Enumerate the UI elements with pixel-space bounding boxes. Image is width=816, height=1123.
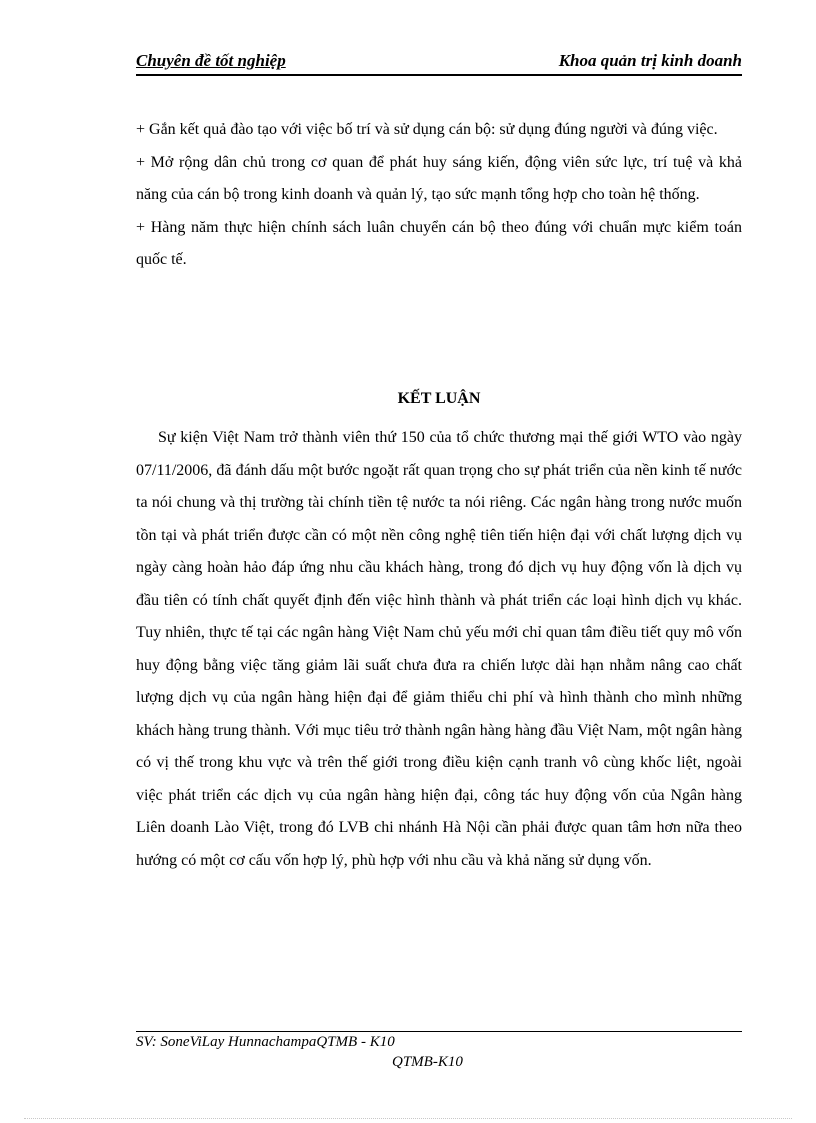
- footer-class-code: QTMB-K10: [392, 1054, 463, 1070]
- header-faculty-label: Khoa quản trị kinh doanh: [558, 51, 742, 70]
- recommendation-item: + Mở rộng dân chủ trong cơ quan để phát huy sáng kiến, động viên sức lực, trí tuệ và khả năng của cán bộ trong kinh doanh và quản lý, tạo sức mạnh tổng hợp cho toàn hệ thống.: [136, 153, 742, 203]
- page-footer: [136, 1031, 742, 1070]
- conclusion-section: [136, 422, 742, 877]
- header-thesis-label: Chuyên đề tốt nghiệp: [136, 51, 286, 70]
- footer-student-name: SV: SoneViLay HunnachampaQTMB - K10: [136, 1034, 395, 1050]
- conclusion-heading: KẾT LUẬN: [397, 390, 481, 407]
- recommendation-item: + Hàng năm thực hiện chính sách luân chuyển cán bộ theo đúng với chuẩn mực kiểm toán quốc tế.: [136, 218, 742, 268]
- conclusion-paragraph: Sự kiện Việt Nam trở thành viên thứ 150 của tổ chức thương mại thế giới WTO vào ngày 07/11/2006, đã đánh dấu một bước ngoặt rất quan trọng cho sự phát triển của nền kinh tế nước ta nói chung và thị trường tài chính tiền tệ nước ta nói riêng. Các ngân hàng trong nước muốn tồn tại và phát triển được cần có một nền công nghệ tiên tiến hiện đại với chất lượng dịch vụ ngày càng hoàn hảo đáp ứng nhu cầu khách hàng, trong đó dịch vụ huy động vốn là dịch vụ đầu tiên có tính chất quyết định đến việc hình thành và phát triển các loại hình dịch vụ khác. Tuy nhiên, thực tế tại các ngân hàng Việt Nam chủ yếu mới chỉ quan tâm điều tiết quy mô vốn huy động bằng việc tăng giảm lãi suất chưa đưa ra chiến lược dài hạn nhằm nâng cao chất lượng dịch vụ của ngân hàng hiện đại để giảm thiểu chi phí và hình thành cho mình những khách hàng trung thành. Với mục tiêu trở thành ngân hàng hàng đầu Việt Nam, một ngân hàng có vị thế trong khu vực và trên thế giới trong điều kiện cạnh tranh vô cùng khốc liệt, ngoài việc phát triển các dịch vụ của ngân hàng hiện đại, công tác huy động vốn của Ngân hàng Liên doanh Lào Việt, trong đó LVB chi nhánh Hà Nội cần phải được quan tâm hơn nữa theo hướng có một cơ cấu vốn hợp lý, phù hợp với nhu cầu và khả năng sử dụng vốn.: [136, 429, 742, 869]
- recommendation-list: [136, 114, 742, 277]
- page-bottom-divider: [24, 1118, 792, 1119]
- page-header: [136, 46, 742, 76]
- recommendation-item: + Gắn kết quả đào tạo với việc bố trí và sử dụng cán bộ: sử dụng đúng người và đúng việc.: [136, 121, 718, 138]
